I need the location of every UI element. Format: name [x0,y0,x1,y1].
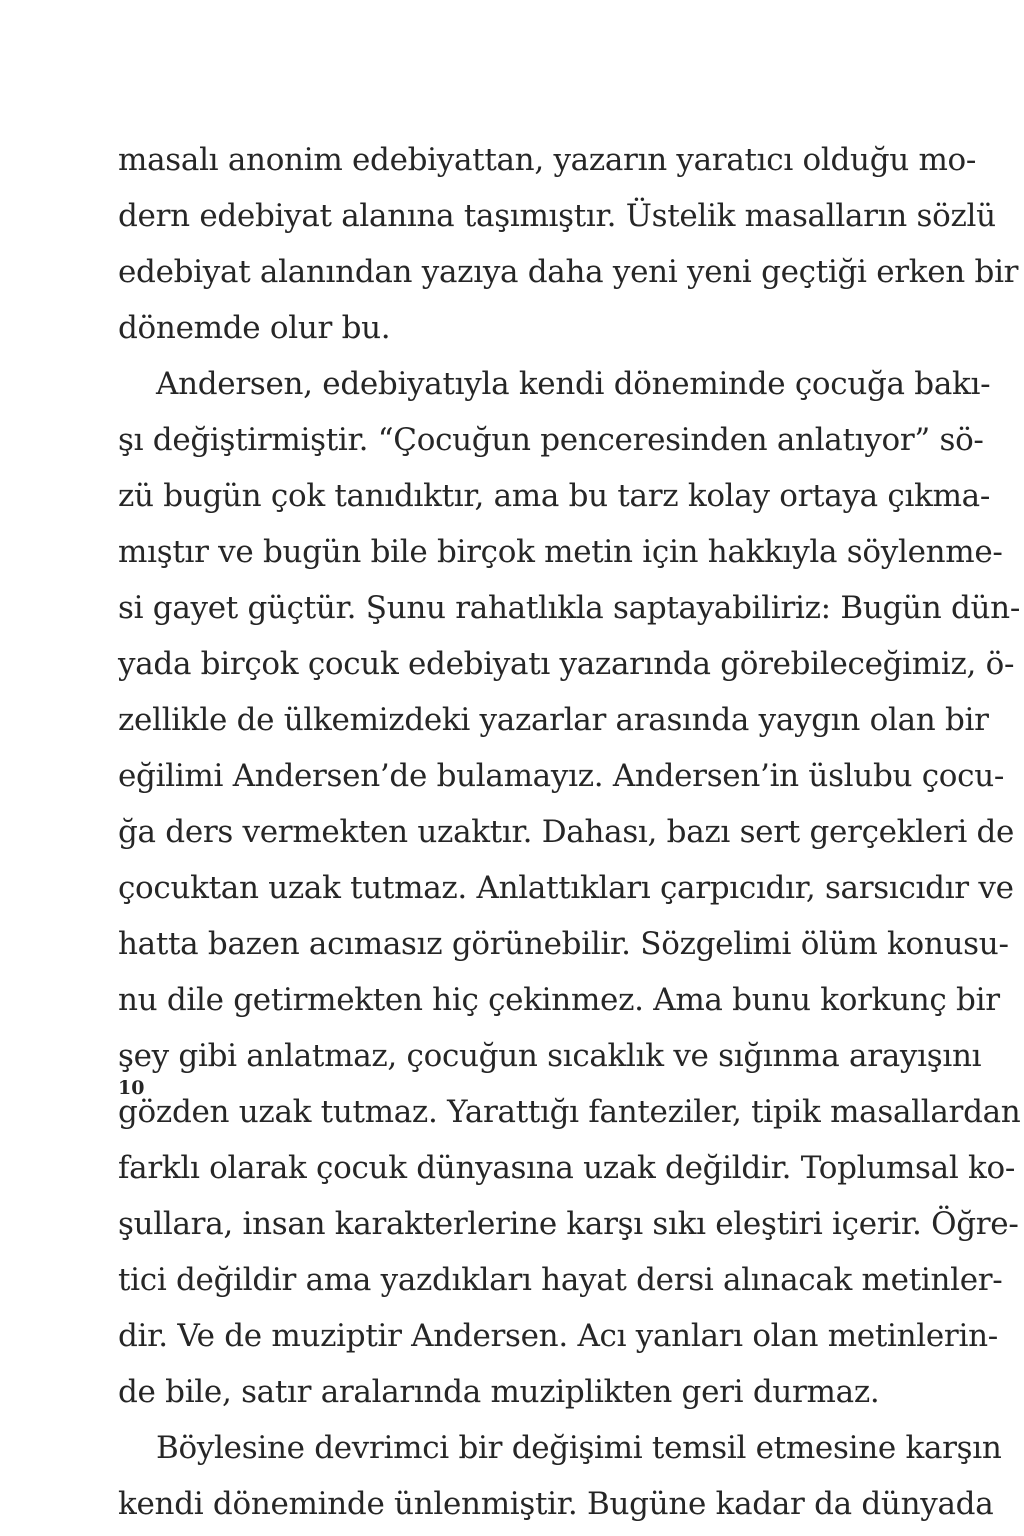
text-line: mıştır ve bugün bile birçok metin için hakkıyla söylenme- [118,534,1003,570]
text-line: şullara, insan karakterlerine karşı sıkı eleştiri içerir. Öğre- [118,1206,1019,1242]
text-line: Andersen, edebiyatıyla kendi döneminde çocuğa bakı- [156,366,991,402]
text-line: şı değiştirmiştir. “Çocuğun penceresinden anlatıyor” sö- [118,422,984,458]
text-line: şey gibi anlatmaz, çocuğun sıcaklık ve sığınma arayışını [118,1038,982,1074]
text-line: edebiyat alanından yazıya daha yeni yeni geçtiği erken bir [118,254,1019,290]
body-text [118,132,1021,1532]
paragraph [118,1420,1002,1532]
text-line: gözden uzak tutmaz. Yarattığı fanteziler, tipik masallardan [118,1094,1021,1130]
paragraph [118,356,1021,1420]
text-line: dir. Ve de muziptir Andersen. Acı yanları olan metinlerin- [118,1318,998,1354]
text-line: yada birçok çocuk edebiyatı yazarında görebileceğimiz, ö- [118,646,1015,682]
text-line: dern edebiyat alanına taşımıştır. Üstelik masalların sözlü [118,198,996,234]
text-line: tici değildir ama yazdıkları hayat dersi alınacak metinler- [118,1262,1003,1298]
text-line: farklı olarak çocuk dünyasına uzak değildir. Toplumsal ko- [118,1150,1016,1186]
text-line: dönemde olur bu. [118,310,391,346]
text-line: eğilimi Andersen’de bulamayız. Andersen’in üslubu çocu- [118,758,1005,794]
text-line: zü bugün çok tanıdıktır, ama bu tarz kolay ortaya çıkma- [118,478,991,514]
text-line: ğa ders vermekten uzaktır. Dahası, bazı sert gerçekleri de [118,814,1015,850]
paragraph [118,132,1019,356]
text-line: çocuktan uzak tutmaz. Anlattıkları çarpıcıdır, sarsıcıdır ve [118,870,1014,906]
text-line: de bile, satır aralarında muziplikten geri durmaz. [118,1374,880,1410]
text-line: kendi döneminde ünlenmiştir. Bugüne kadar da dünyada [118,1486,994,1522]
text-line: Böylesine devrimci bir değişimi temsil etmesine karşın [156,1430,1002,1466]
text-line: zellikle de ülkemizdeki yazarlar arasında yaygın olan bir [118,702,989,738]
text-line: masalı anonim edebiyattan, yazarın yaratıcı olduğu mo- [118,142,977,178]
page-number: 10 [118,1077,145,1099]
text-line: si gayet güçtür. Şunu rahatlıkla saptayabiliriz: Bugün dün- [118,590,1020,626]
text-line: nu dile getirmekten hiç çekinmez. Ama bunu korkunç bir [118,982,1000,1018]
text-line: hatta bazen acımasız görünebilir. Sözgelimi ölüm konusu- [118,926,1009,962]
